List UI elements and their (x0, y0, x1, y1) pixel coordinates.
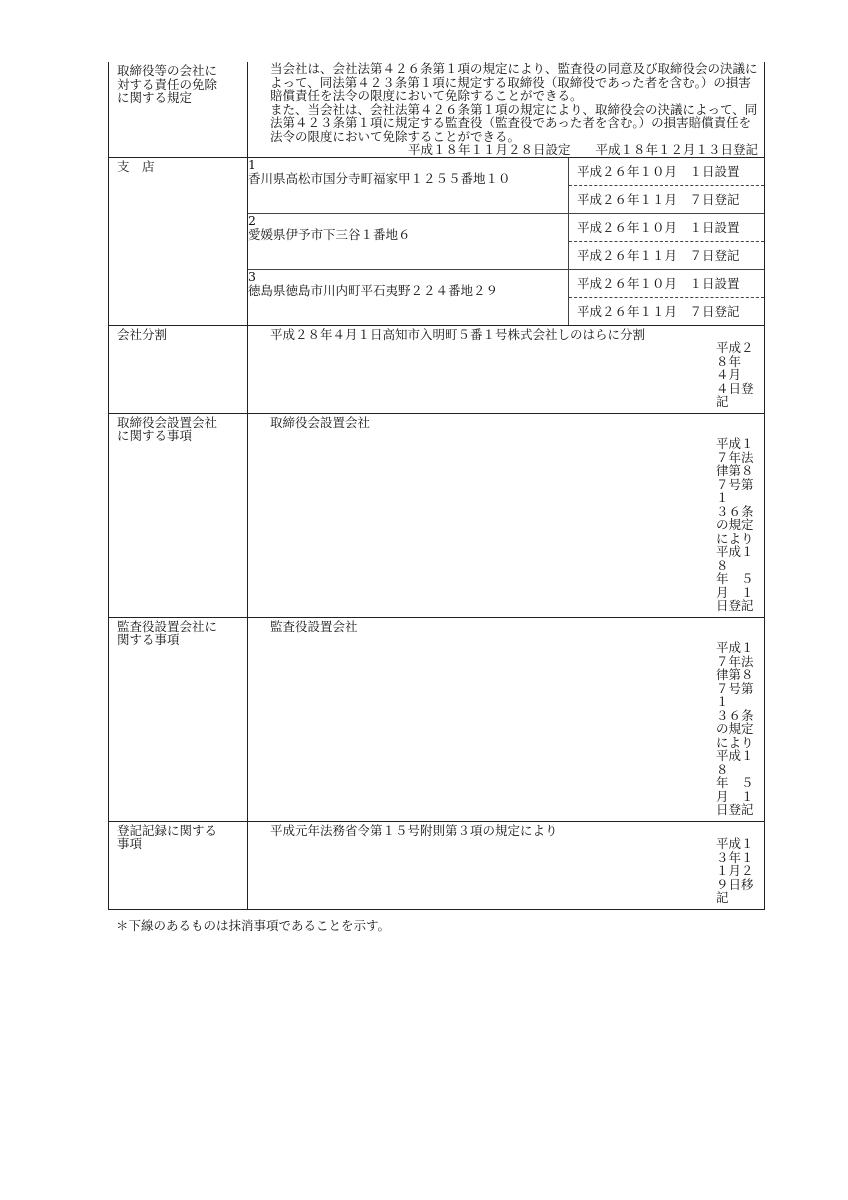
branch-registered-date: 平成２６年１１月 ７日登記 (577, 191, 740, 207)
row-company-split (109, 325, 765, 413)
label-board-company: 取締役会設置会社 に関する事項 (109, 413, 248, 617)
row-branches (109, 157, 765, 325)
branch-entry (248, 214, 764, 270)
text-board-company: 取締役会設置会社 (270, 414, 371, 430)
row-registration-record (109, 821, 765, 909)
footnote: ＊下線のあるものは抹消事項であることを示す。 (116, 918, 391, 933)
row-auditor-company (109, 617, 765, 821)
date-registration-record: 平成１３年１１月２９日移記 (716, 836, 754, 905)
registry-sheet (108, 62, 765, 910)
date-company-split: 平成２８年 ４月 ４日登記 (716, 340, 754, 409)
date-liability-exemption: 平成１８年１１月２８日設定 平成１８年１２月１３日登記 (407, 142, 758, 157)
date-auditor-company: 平成１７年法律第８７号第１ ３６条の規定により平成１８ 年 ５月 １日登記 (716, 640, 754, 817)
branch-address: 徳島県徳島市川内町平石夷野２２４番地２９ (248, 282, 499, 298)
label-registration-record: 登記記録に関する 事項 (109, 821, 248, 909)
text-company-split: 平成２８年４月１日高知市入明町５番１号株式会社しのはらに分割 (270, 326, 646, 342)
branch-registered-date: 平成２６年１１月 ７日登記 (577, 303, 740, 319)
label-liability-exemption: 取締役等の会社に 対する責任の免除 に関する規定 (109, 62, 248, 157)
text-auditor-company: 監査役設置会社 (270, 618, 358, 634)
branch-established-date: 平成２６年１０月 １日設置 (569, 270, 764, 298)
branch-established-date: 平成２６年１０月 １日設置 (569, 158, 764, 186)
date-board-company: 平成１７年法律第８７号第１ ３６条の規定により平成１８ 年 ５月 １日登記 (716, 436, 754, 613)
branch-entry (248, 270, 764, 325)
branch-established-date: 平成２６年１０月 １日設置 (569, 214, 764, 242)
branch-registered-date: 平成２６年１１月 ７日登記 (577, 247, 740, 263)
label-auditor-company: 監査役設置会社に 関する事項 (109, 617, 248, 821)
branch-number: 2 (248, 212, 256, 228)
branch-address: 香川県高松市国分寺町福家甲１２５５番地１０ (248, 170, 511, 186)
row-board-company (109, 413, 765, 617)
branch-address: 愛媛県伊予市下三谷１番地６ (248, 226, 411, 242)
row-liability-exemption (109, 62, 765, 157)
branch-number: 1 (248, 156, 256, 172)
registry-table (108, 62, 765, 910)
text-liability-exemption: 当会社は、会社法第４２６条第１項の規定により、監査役の同意及び取締役会の決議によって、同法第４２３条第１項に規定する取締役（取締役であった者を含む。）の損害賠償責任を法令の限度において免除することができる。 また、当会社は、会社法第４２６条第１項の規定により、取締役会の決議によって、同法第４２３条第１項に規定する監査役（監査役であった者を含む。）の損害賠償責任を法令の限度において免除することができる。 (270, 61, 758, 144)
label-branches: 支 店 (109, 157, 248, 325)
branch-number: 3 (248, 268, 256, 284)
branch-entry (248, 158, 764, 214)
label-company-split: 会社分割 (109, 325, 248, 413)
text-registration-record: 平成元年法務省令第１５号附則第３項の規定により (270, 822, 558, 838)
